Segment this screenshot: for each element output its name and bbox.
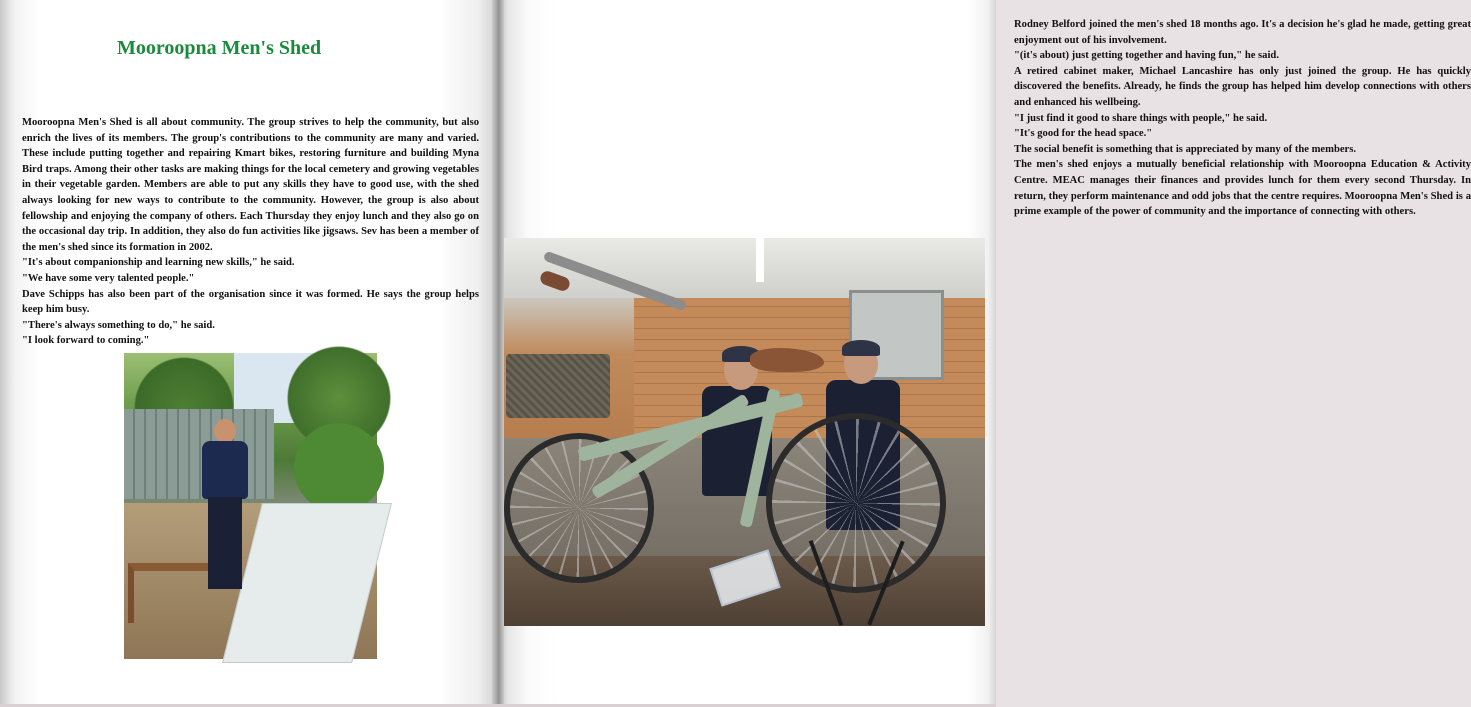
article-title: Mooroopna Men's Shed bbox=[117, 37, 322, 59]
paragraph: The social benefit is something that is appreciated by many of the members. bbox=[1014, 143, 1357, 155]
photo-bench bbox=[128, 563, 208, 623]
paragraph: "It's about companionship and learning new skills," he said. bbox=[22, 257, 295, 269]
left-article-body bbox=[22, 115, 479, 349]
left-page bbox=[0, 0, 498, 704]
bicycle-basket bbox=[506, 354, 610, 418]
photo-man-shirt bbox=[202, 441, 248, 499]
right-article-body bbox=[1014, 17, 1471, 220]
paragraph: Rodney Belford joined the men's shed 18 months ago. It's a decision he's glad he made, getting great enjoyment out of his involvement. bbox=[1014, 19, 1471, 46]
paragraph: "There's always something to do," he said. bbox=[22, 319, 215, 331]
photo-man-cap bbox=[842, 340, 880, 356]
backyard-workbench-photo bbox=[124, 353, 377, 659]
photo-ceiling-light bbox=[756, 238, 764, 282]
bicycle-repair-photo bbox=[504, 238, 985, 626]
photo-bush bbox=[294, 423, 384, 513]
paragraph: "It's good for the head space." bbox=[1014, 128, 1153, 140]
photo-man-head bbox=[214, 419, 236, 443]
book-spine bbox=[492, 0, 504, 704]
paragraph: "I just find it good to share things with people," he said. bbox=[1014, 112, 1268, 124]
photo-man-working bbox=[202, 419, 248, 589]
paragraph: "I look forward to coming." bbox=[22, 335, 150, 347]
paragraph: Dave Schipps has also been part of the organisation since it was formed. He says the group helps keep him busy. bbox=[22, 288, 479, 316]
photo-fence bbox=[124, 409, 274, 499]
paragraph: "We have some very talented people." bbox=[22, 272, 195, 284]
photo-man-legs bbox=[208, 497, 242, 589]
paragraph: "(it's about) just getting together and having fun," he said. bbox=[1014, 50, 1279, 62]
paragraph: A retired cabinet maker, Michael Lancashire has only just joined the group. He has quickly discovered the benefits. Already, he finds the group has helped him develop connections with others and enhanced his wellbeing. bbox=[1014, 65, 1471, 108]
bicycle-rear-wheel bbox=[766, 413, 946, 593]
paragraph: The men's shed enjoys a mutually beneficial relationship with Mooroopna Education & Activity Centre. MEAC manages their finances and provides lunch for them every second Thursday. In return, they perform maintenance and odd jobs that the centre requires. Mooroopna Men's Shed is a prime example of the power of community and the importance of connecting with others. bbox=[1014, 159, 1471, 218]
paragraph: Mooroopna Men's Shed is all about community. The group strives to help the community, but also enrich the lives of its members. The group's contributions to the community are many and varied. These include putting together and repairing Kmart bikes, restoring furniture and building Myna Bird traps. Among their other tasks are making things for the local cemetery and growing vegetables in their vegetable garden. Members are able to put any skills they have to good use, with the shed always looking for new ways to contribute to the community. However, the group is also about fellowship and enjoying the company of others. Each Thursday they enjoy lunch and they also go on the occasional day trip. In addition, they also do fun activities like jigsaws. Sev has been a member of the men's shed since its formation in 2002. bbox=[22, 117, 479, 253]
